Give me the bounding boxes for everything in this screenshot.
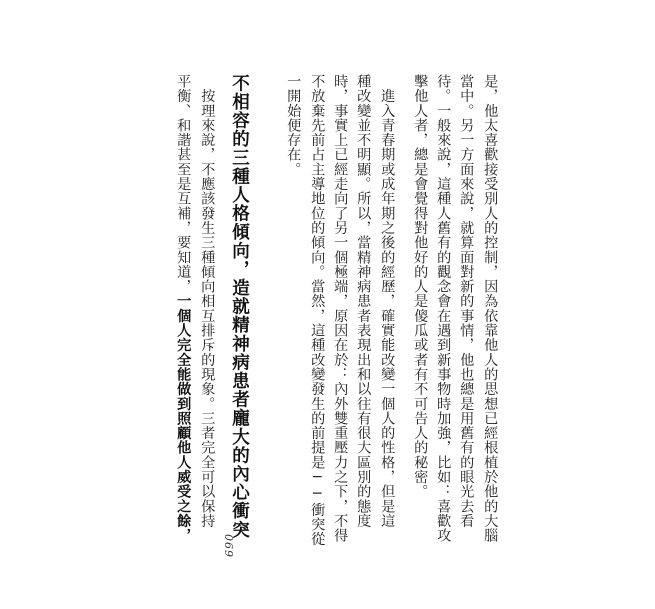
page-number: 069 [222, 534, 235, 558]
paragraph-1-line-3: 待。一般來說，這種人舊有的觀念會在遇到新事物時加強，比如：喜歡攻 [435, 74, 452, 543]
paragraph-2-line-1: 進入青春期或成年期之後的經歷，確實能改變一個人的性格，但是這 [379, 74, 396, 529]
paragraph-2-line-5: 一開始便存在。 [285, 74, 302, 177]
paragraph-1-line-2: 當中。另一方面來說，就算面對新的事情，他也總是用舊有的眼光去看 [458, 74, 475, 529]
paragraph-3-line-2-plain: 平衡、和諧甚至是互補，要知道， [175, 74, 192, 294]
paragraph-3-line-2-bold: 一個人完全能做到照顧他人威受之餘， [175, 293, 192, 543]
paragraph-1-line-4: 擊他人者，總是會覺得對他好的人是傻瓜或者有不可告人的秘密。 [412, 74, 429, 499]
paragraph-3-line-2 [176, 74, 190, 543]
paragraph-2-line-3: 時，事實上已經走向了另一個極端，原因在於：內外雙重壓力之下，不得 [332, 74, 349, 543]
paragraph-1-line-1: 是，他太喜歡接受別人的控制，因為依靠他人的思想已經根植於他的大腦 [482, 74, 499, 543]
paragraph-2-line-4: 不放棄先前占主導地位的傾向。當然，這種改變發生的前提是──衝突從 [309, 74, 326, 547]
paragraph-2-line-2: 種改變並不明顯。所以，當精神病患者表現出和以往有很大區別的態度 [355, 74, 372, 529]
section-heading: 不相容的三種人格傾向，造就精神病患者龐大的內心衝突 [229, 74, 250, 539]
paragraph-3-line-1: 按理來說，不應該發生三種傾向相互排斥的現象。三者完全可以保持 [199, 74, 216, 529]
